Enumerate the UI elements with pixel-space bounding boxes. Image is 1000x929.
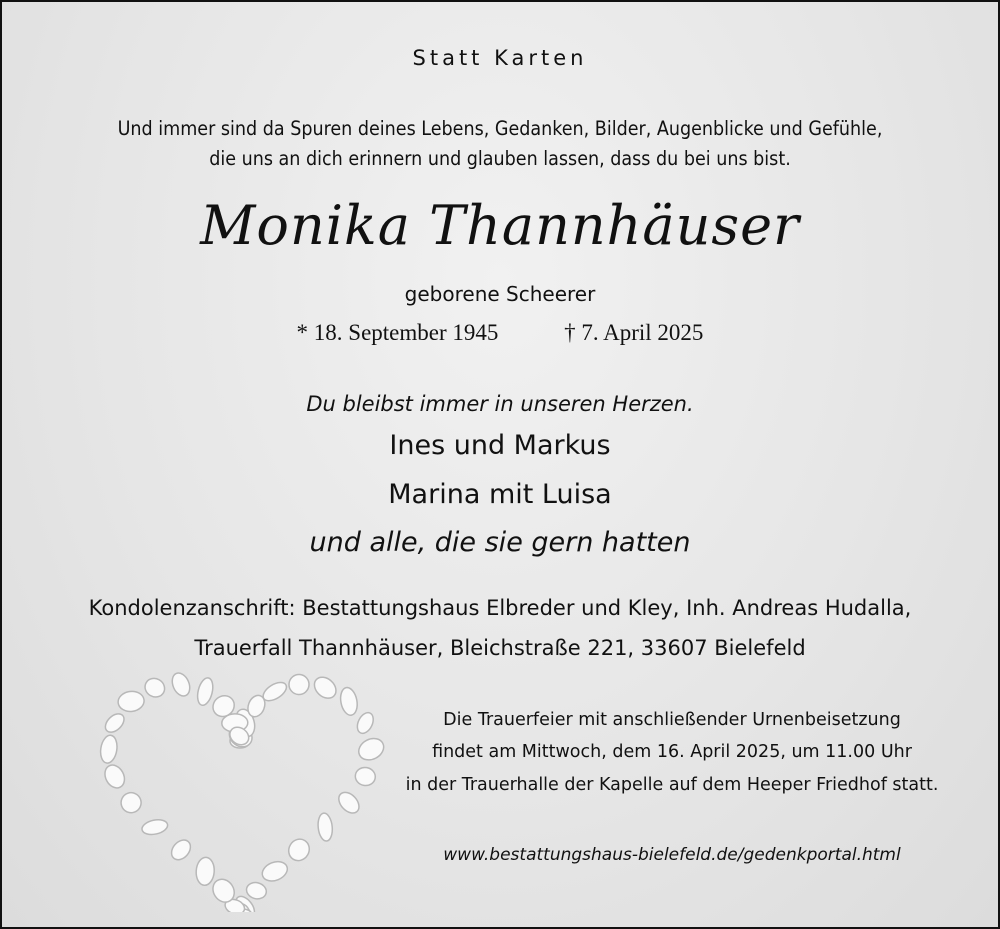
pebble	[285, 835, 313, 864]
pebble	[195, 857, 215, 886]
ceremony-line-1: Die Trauerfeier mit anschließender Urnenbeisetzung	[443, 710, 901, 730]
pebble	[259, 858, 290, 884]
pebble	[117, 690, 145, 713]
pebble	[338, 686, 359, 717]
family-line-3: und alle, die sie gern hatten	[309, 527, 691, 558]
ceremony-line-3: in der Trauerhalle der Kapelle auf dem Heeper Friedhof statt.	[405, 775, 939, 795]
quote-line-1: Und immer sind da Spuren deines Lebens, Gedanken, Bilder, Augenblicke und Gefühle,	[117, 117, 883, 140]
pebble	[168, 836, 195, 863]
memorial-website: www.bestattungshaus-bielefeld.de/gedenkportal.html	[443, 845, 901, 865]
pebble	[118, 789, 145, 816]
pebble-heart-image	[90, 662, 390, 912]
condolence-line-1: Kondolenzanschrift: Bestattungshaus Elbreder und Kley, Inh. Andreas Hudalla,	[88, 596, 912, 620]
pebble	[169, 670, 193, 698]
life-dates	[2, 320, 998, 346]
deceased-name: Monika Thannhäuser	[200, 194, 800, 257]
quote-line-2: die uns an dich erinnern und glauben lassen, dass du bei uns bist.	[209, 147, 791, 170]
pebble	[101, 762, 128, 792]
pebble	[245, 880, 268, 901]
family-line-2: Marina mit Luisa	[388, 479, 612, 510]
death-date: † 7. April 2025	[564, 320, 704, 345]
pebble	[288, 674, 310, 696]
pebble	[142, 675, 168, 701]
pebble	[317, 812, 334, 841]
birth-name: geborene Scheerer	[404, 282, 596, 306]
pebble	[310, 673, 340, 702]
pebble	[335, 788, 363, 816]
family-line-1: Ines und Markus	[389, 430, 611, 461]
birth-date: * 18. September 1945	[296, 320, 499, 345]
pebble	[102, 710, 128, 735]
ceremony-line-2: findet am Mittwoch, dem 16. April 2025, um 11.00 Uhr	[432, 742, 912, 762]
pebble	[195, 676, 215, 707]
dedication: Du bleibst immer in unseren Herzen.	[306, 392, 694, 416]
pebble	[99, 734, 119, 764]
pebble	[141, 818, 169, 837]
header-statt-karten: Statt Karten	[412, 46, 588, 70]
condolence-line-2: Trauerfall Thannhäuser, Bleichstraße 221, 33607 Bielefeld	[194, 636, 806, 660]
